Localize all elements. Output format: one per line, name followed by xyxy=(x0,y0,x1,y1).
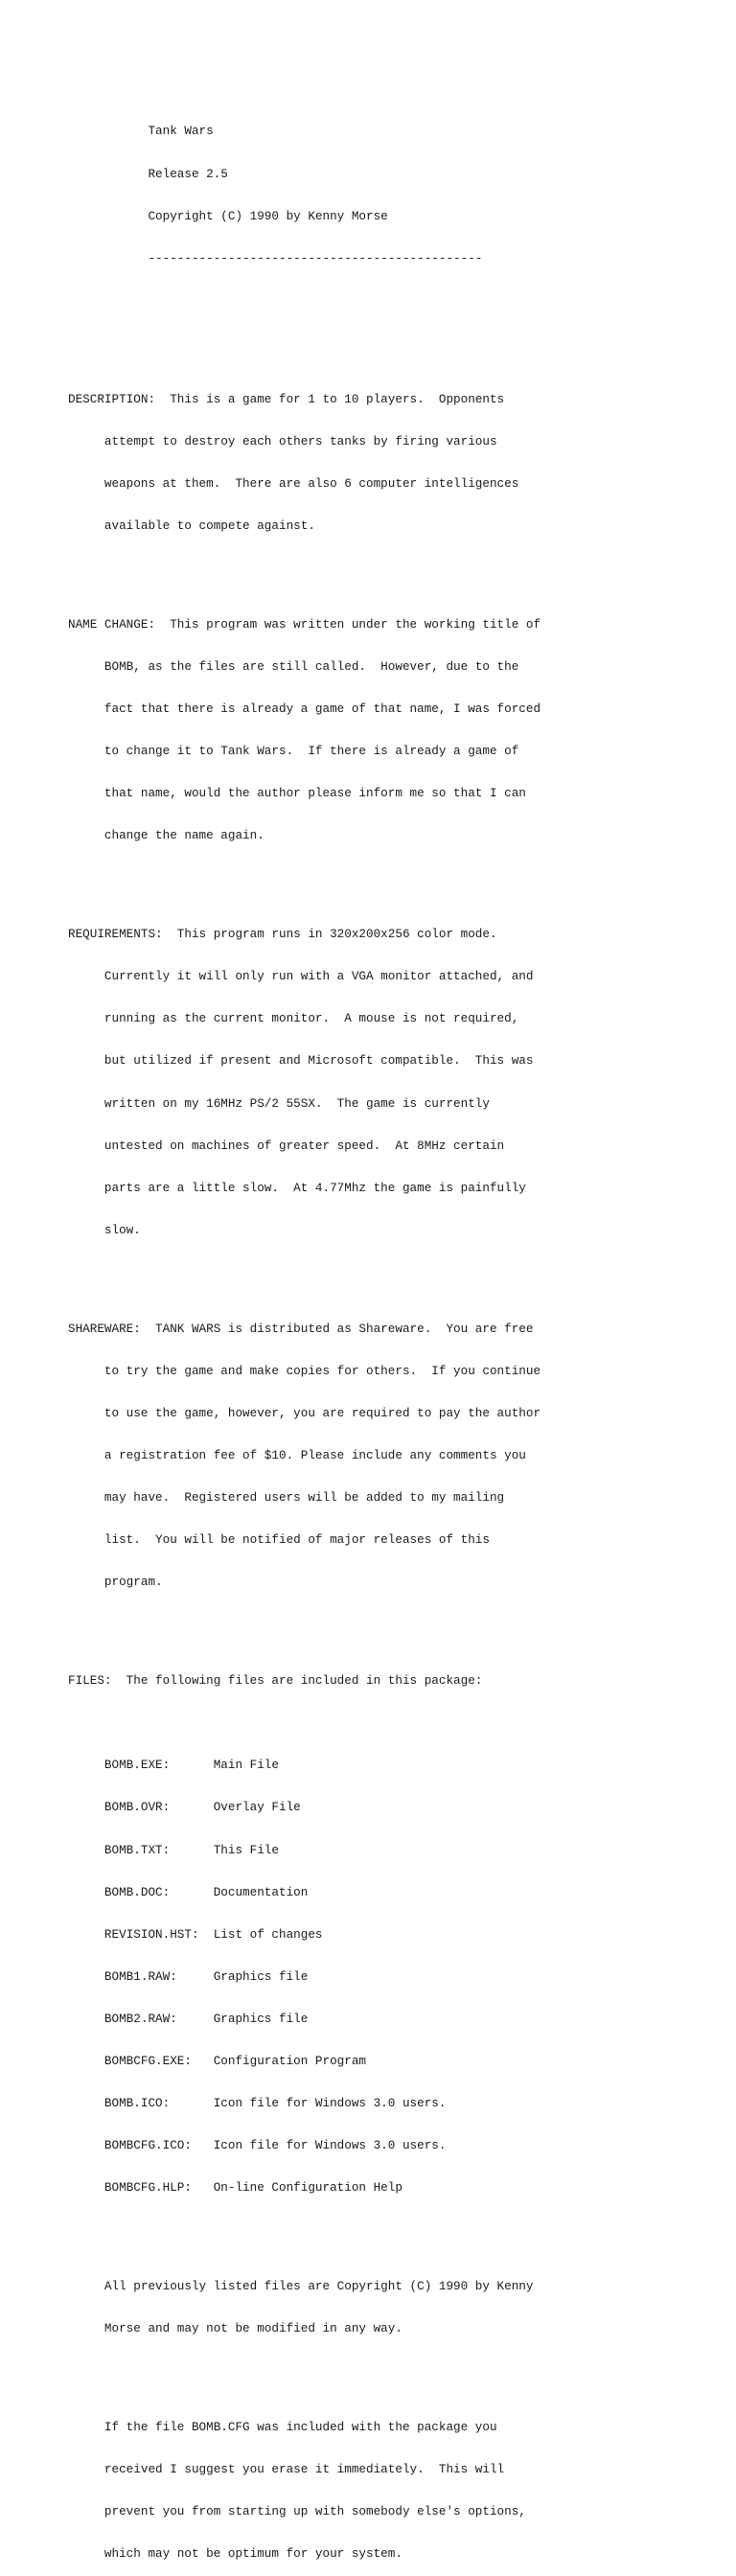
file-list-item: BOMBCFG.HLP: On-line Configuration Help xyxy=(68,2180,402,2196)
requirements-text-line: running as the current monitor. A mouse is not required, xyxy=(68,1011,519,1026)
config-note-line: prevent you from starting up with somebody else's options, xyxy=(68,2504,526,2519)
doc-rule: ---------------------------------------------- xyxy=(68,250,483,265)
file-list-item: REVISION.HST: List of changes xyxy=(68,1926,323,1942)
shareware-text-line: to use the game, however, you are required to pay the author xyxy=(68,1405,541,1420)
description-text-line: available to compete against. xyxy=(68,518,315,533)
blank-line xyxy=(68,294,540,309)
description-heading-line: DESCRIPTION: This is a game for 1 to 10 players. Opponents xyxy=(68,391,505,406)
files-heading-line: FILES: The following files are included in this package: xyxy=(68,1673,483,1689)
requirements-text-line: slow. xyxy=(68,1222,141,1237)
file-list-item: BOMBCFG.EXE: Configuration Program xyxy=(68,2054,367,2069)
config-note-line: If the file BOMB.CFG was included with the package you xyxy=(68,2420,497,2435)
shareware-text-line: program. xyxy=(68,1575,163,1590)
blank-line xyxy=(68,2223,540,2238)
requirements-text-line: untested on machines of greater speed. At 8MHz certain xyxy=(68,1138,505,1153)
doc-title: Tank Wars xyxy=(68,124,214,139)
doc-release: Release 2.5 xyxy=(68,166,228,181)
requirements-heading-line: REQUIREMENTS: This program runs in 320x200x256 color mode. xyxy=(68,927,497,942)
file-list-item: BOMB.EXE: Main File xyxy=(68,1758,279,1773)
blank-line xyxy=(68,562,540,576)
description-text-line: attempt to destroy each others tanks by firing various xyxy=(68,433,497,448)
copyright-note-line: All previously listed files are Copyright (C) 1990 by Kenny xyxy=(68,2279,534,2294)
file-list-item: BOMB.TXT: This File xyxy=(68,1842,279,1857)
file-list-item: BOMBCFG.ICO: Icon file for Windows 3.0 users. xyxy=(68,2138,447,2153)
shareware-text-line: to try the game and make copies for others. If you continue xyxy=(68,1363,541,1378)
blank-line xyxy=(68,2364,540,2379)
name-change-text-line: fact that there is already a game of that name, I was forced xyxy=(68,702,541,717)
shareware-text-line: list. You will be notified of major releases of this xyxy=(68,1532,490,1548)
requirements-text-line: written on my 16MHz PS/2 55SX. The game is currently xyxy=(68,1095,490,1111)
shareware-text-line: may have. Registered users will be added to my mailing xyxy=(68,1490,505,1506)
file-list-item: BOMB.ICO: Icon file for Windows 3.0 users. xyxy=(68,2096,447,2111)
requirements-text-line: Currently it will only run with a VGA monitor attached, and xyxy=(68,969,534,984)
doc-copyright: Copyright (C) 1990 by Kenny Morse xyxy=(68,208,388,223)
document-text xyxy=(68,97,540,2576)
file-list-item: BOMB.OVR: Overlay File xyxy=(68,1800,301,1815)
description-text-line: weapons at them. There are also 6 computer intelligences xyxy=(68,475,519,491)
requirements-text-line: parts are a little slow. At 4.77Mhz the game is painfully xyxy=(68,1180,526,1195)
name-change-text-line: that name, would the author please inform me so that I can xyxy=(68,786,526,801)
blank-line xyxy=(68,1618,540,1632)
config-note-line: which may not be optimum for your system. xyxy=(68,2546,402,2562)
file-list-item: BOMB1.RAW: Graphics file xyxy=(68,1968,309,1984)
file-list-item: BOMB.DOC: Documentation xyxy=(68,1884,309,1899)
blank-line xyxy=(68,1716,540,1731)
requirements-text-line: but utilized if present and Microsoft compatible. This was xyxy=(68,1053,534,1069)
shareware-heading-line: SHAREWARE: TANK WARS is distributed as Shareware. You are free xyxy=(68,1321,534,1336)
file-list-item: BOMB2.RAW: Graphics file xyxy=(68,2011,309,2026)
shareware-text-line: a registration fee of $10. Please include any comments you xyxy=(68,1448,526,1463)
blank-line xyxy=(68,336,540,351)
config-note-line: received I suggest you erase it immediately. This will xyxy=(68,2462,505,2477)
name-change-heading-line: NAME CHANGE: This program was written under the working title of xyxy=(68,616,541,632)
copyright-note-line: Morse and may not be modified in any way. xyxy=(68,2321,402,2336)
blank-line xyxy=(68,871,540,886)
blank-line xyxy=(68,1266,540,1280)
name-change-text-line: to change it to Tank Wars. If there is already a game of xyxy=(68,744,519,759)
name-change-text-line: change the name again. xyxy=(68,828,264,843)
name-change-text-line: BOMB, as the files are still called. However, due to the xyxy=(68,658,519,674)
